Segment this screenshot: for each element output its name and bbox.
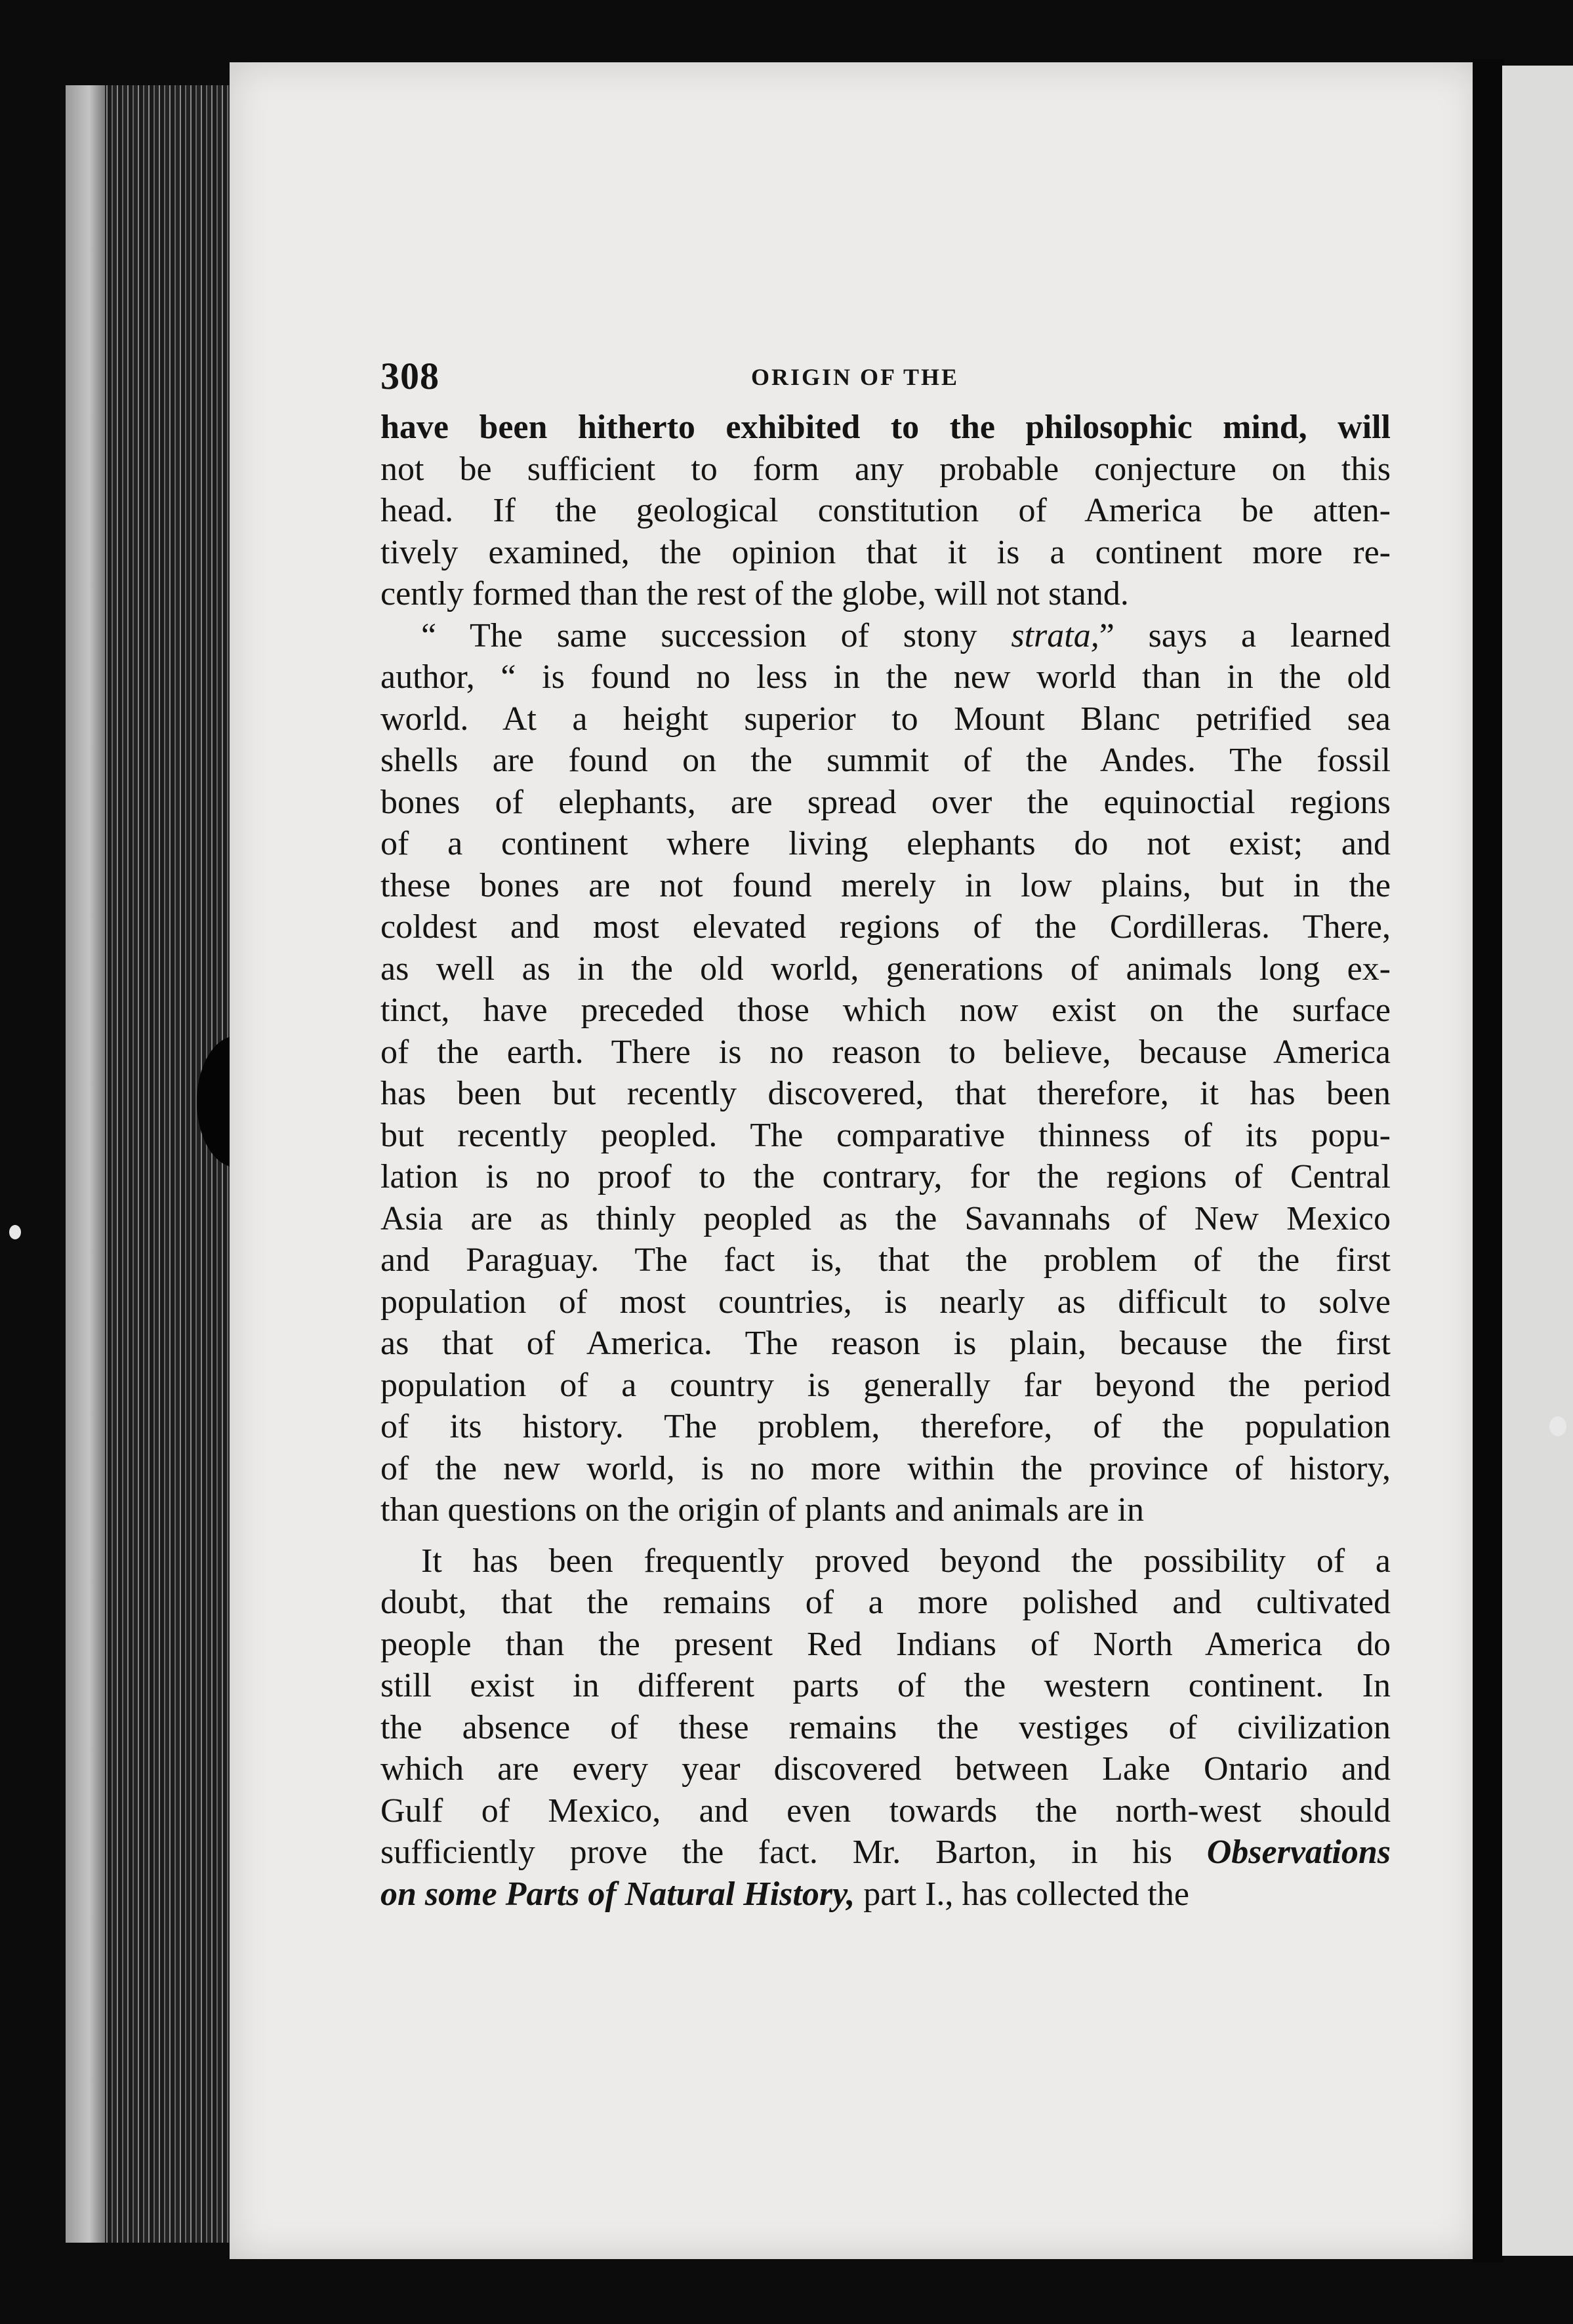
text-run: “ The same succession of stony <box>421 616 1011 654</box>
text-line: of its history. The problem, therefore, of the population <box>380 1408 1391 1445</box>
page-number: 308 <box>380 355 439 397</box>
text-line: not be sufficient to form any probable conjecture on this <box>380 450 1391 488</box>
text-line: lation is no proof to the contrary, for the regions of Central <box>380 1158 1391 1195</box>
paragraph-3 <box>380 1540 1391 1915</box>
running-head <box>380 354 1391 407</box>
text-line: as well as in the old world, generations of animals long ex- <box>380 950 1391 988</box>
text-line: but recently peopled. The comparative thinness of its popu- <box>380 1116 1391 1154</box>
text-line: of the new world, is no more within the province of history, <box>380 1449 1391 1487</box>
text-line: shells are found on the summit of the Andes. The fossil <box>380 742 1391 779</box>
paragraph-2-quotation <box>380 615 1391 1531</box>
text-line: author, “ is found no less in the new world than in the old <box>380 658 1391 696</box>
text-line: still exist in different parts of the western continent. In <box>380 1667 1391 1704</box>
italic-title: on some Parts of Natural History, <box>380 1875 855 1913</box>
text-line: tinct, have preceded those which now exist on the surface <box>380 992 1391 1029</box>
text-line: and Paraguay. The fact is, that the problem of the first <box>380 1241 1391 1279</box>
page-text <box>380 354 1391 1915</box>
text-line: tively examined, the opinion that it is a continent more re- <box>380 533 1391 571</box>
text-line: as that of America. The reason is plain, because the first <box>380 1325 1391 1362</box>
text-line: people than the present Red Indians of North America do <box>380 1625 1391 1663</box>
text-line: coldest and most elevated regions of the Cordilleras. There, <box>380 908 1391 946</box>
text-line: It has been frequently proved beyond the possibility of a <box>421 1542 1391 1580</box>
italic-term: strata, <box>1011 616 1099 654</box>
text-line: have been hitherto exhibited to the philosophic mind, will <box>380 409 1391 446</box>
text-line: Asia are as thinly peopled as the Savannahs of New Mexico <box>380 1199 1391 1237</box>
text-line: of the earth. There is no reason to believe, because America <box>380 1033 1391 1071</box>
text-run: ” says a learned <box>1099 616 1391 654</box>
text-line: world. At a height superior to Mount Blanc petrified sea <box>380 700 1391 738</box>
text-line: the absence of these remains the vestiges of civilization <box>380 1708 1391 1746</box>
text-run: part I., has collected the <box>855 1875 1189 1913</box>
running-head-title: ORIGIN OF THE <box>751 364 960 390</box>
text-line: has been but recently discovered, that therefore, it has been <box>380 1075 1391 1112</box>
text-run: sufficiently prove the fact. Mr. Barton, in his <box>380 1833 1207 1871</box>
text-line: bones of elephants, are spread over the equinoctial regions <box>380 783 1391 821</box>
paper-speck <box>9 1225 21 1239</box>
text-line: population of most countries, is nearly as difficult to solve <box>380 1283 1391 1321</box>
text-line: doubt, that the remains of a more polished and cultivated <box>380 1584 1391 1621</box>
text-line: than questions on the origin of plants and animals are in <box>380 1491 1144 1529</box>
italic-title: Observations <box>1206 1833 1391 1871</box>
text-line <box>380 615 1391 657</box>
gutter-shadow <box>1473 59 1504 2262</box>
text-line: population of a country is generally far beyond the period <box>380 1366 1391 1404</box>
paper-speck <box>1549 1416 1566 1436</box>
text-line: Gulf of Mexico, and even towards the north-west should <box>380 1792 1391 1830</box>
text-line: cently formed than the rest of the globe, will not stand. <box>380 575 1129 612</box>
next-page-sliver <box>1502 66 1573 2256</box>
page-edge-highlight <box>66 85 105 2243</box>
text-line: of a continent where living elephants do not exist; and <box>380 825 1391 862</box>
text-line: head. If the geological constitution of America be atten- <box>380 492 1391 529</box>
text-line: these bones are not found merely in low plains, but in the <box>380 866 1391 904</box>
text-line <box>380 1832 1391 1873</box>
text-line <box>380 1873 1391 1915</box>
paragraph-1 <box>380 407 1391 615</box>
text-line: which are every year discovered between Lake Ontario and <box>380 1750 1391 1788</box>
